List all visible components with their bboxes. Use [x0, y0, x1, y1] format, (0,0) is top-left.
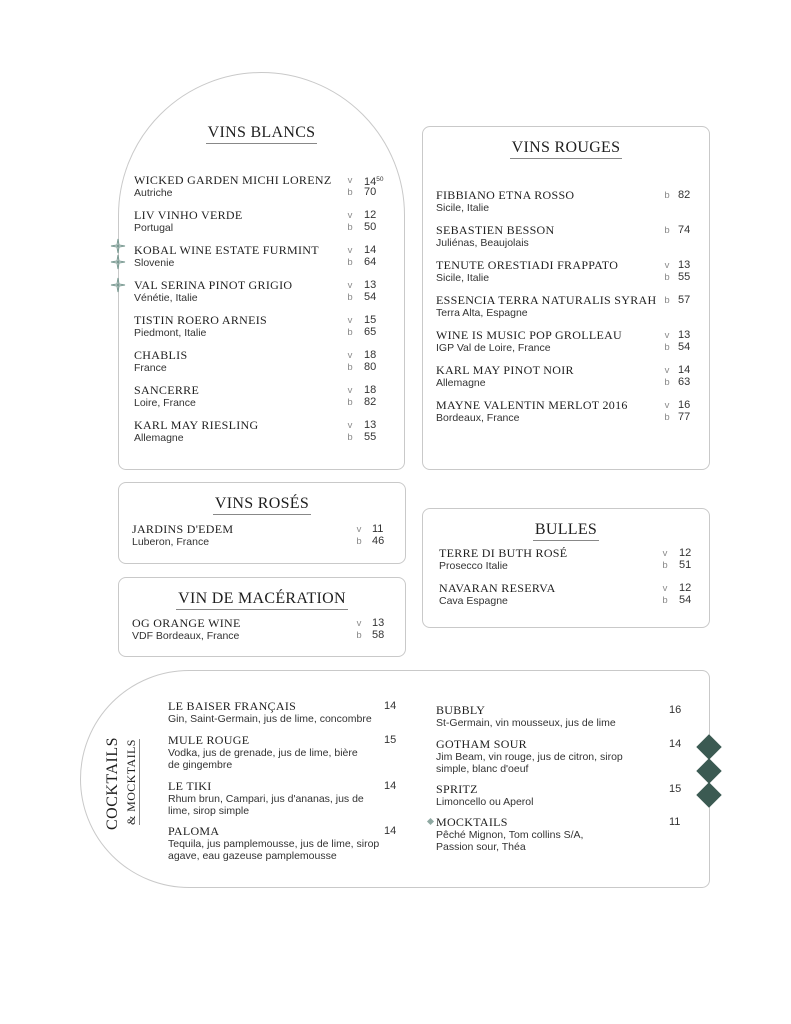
cocktail-desc: Tequila, jus pamplemousse, jus de lime, sirop agave, eau gazeuse pamplemousse — [168, 838, 380, 862]
cocktail-price: 15 — [669, 783, 682, 795]
wine-origin: Juliénas, Beaujolais — [436, 237, 529, 249]
wine-origin: Sicile, Italie — [436, 202, 490, 214]
wine-item — [134, 244, 394, 272]
bottle-price: 63 — [678, 376, 691, 388]
cocktail-name: BUBBLY — [436, 703, 486, 717]
bottle-label: b — [664, 295, 670, 306]
bottle-label: b — [347, 432, 353, 443]
cocktail-item — [168, 734, 400, 774]
cocktail-item — [436, 816, 686, 856]
wine-name: KARL MAY RIESLING — [134, 418, 259, 432]
wine-origin: Vénétie, Italie — [134, 292, 198, 304]
wine-item — [436, 224, 696, 252]
wine-origin: VDF Bordeaux, France — [132, 630, 240, 642]
vins-blancs-title: VINS BLANCS — [119, 124, 404, 144]
cocktail-item — [436, 783, 686, 811]
bottle-price: 54 — [679, 594, 692, 606]
wine-name: TERRE DI BUTH ROSÉ — [439, 546, 568, 560]
wine-item — [436, 399, 696, 427]
cocktails-title-main: COCKTAILS — [104, 737, 121, 830]
cocktail-name: MULE ROUGE — [168, 733, 250, 747]
bottle-label: b — [347, 397, 353, 408]
bottle-price: 58 — [372, 629, 385, 641]
glass-label: v — [347, 420, 353, 431]
wine-origin: Autriche — [134, 187, 173, 199]
bottle-label: b — [662, 560, 668, 571]
sparkle-icon — [110, 238, 126, 254]
wine-origin: Allemagne — [436, 377, 486, 389]
bottle-price: 50 — [364, 221, 377, 233]
wine-origin: Terra Alta, Espagne — [436, 307, 528, 319]
glass-price: 12 — [364, 209, 377, 221]
bottle-price: 46 — [372, 535, 385, 547]
cocktails-title — [100, 730, 140, 830]
bottle-price: 57 — [678, 294, 691, 306]
cocktail-item — [436, 738, 686, 778]
wine-item — [132, 523, 392, 551]
cocktail-price: 15 — [384, 734, 397, 746]
wine-name: OG ORANGE WINE — [132, 616, 241, 630]
cocktail-name: MOCKTAILS — [436, 815, 508, 829]
wine-item — [134, 349, 394, 377]
cocktail-price: 11 — [669, 816, 681, 828]
glass-price: 13 — [364, 279, 377, 291]
wine-origin: Loire, France — [134, 397, 196, 409]
glass-price: 14 — [364, 244, 377, 256]
glass-label: v — [347, 175, 353, 186]
wine-item — [439, 547, 699, 575]
cocktail-price: 16 — [669, 704, 682, 716]
bottle-label: b — [664, 412, 670, 423]
wine-item — [134, 314, 394, 342]
wine-name: MAYNE VALENTIN MERLOT 2016 — [436, 398, 628, 412]
wine-origin: IGP Val de Loire, France — [436, 342, 551, 354]
bottle-label: b — [664, 190, 670, 201]
wine-name: TENUTE ORESTIADI FRAPPATO — [436, 258, 619, 272]
wine-item — [134, 209, 394, 237]
cocktail-desc: Pêché Mignon, Tom collins S/A, Passion sour, Théa — [436, 829, 584, 853]
cocktail-price: 14 — [384, 825, 397, 837]
bottle-label: b — [356, 536, 362, 547]
cocktail-item — [168, 825, 400, 865]
bottle-price: 70 — [364, 186, 377, 198]
cocktail-desc: Rhum brun, Campari, jus d'ananas, jus de lime, sirop simple — [168, 793, 364, 817]
bottle-label: b — [664, 377, 670, 388]
cocktail-desc: Vodka, jus de grenade, jus de lime, bière de gingembre — [168, 747, 358, 771]
bottle-price: 54 — [678, 341, 691, 353]
bottle-price: 51 — [679, 559, 692, 571]
wine-item — [436, 259, 696, 287]
cocktail-name: LE TIKI — [168, 779, 212, 793]
wine-origin: Luberon, France — [132, 536, 210, 548]
glass-label: v — [664, 400, 670, 411]
cocktail-price: 14 — [384, 780, 397, 792]
wine-name: JARDINS D'EDEM — [132, 522, 234, 536]
glass-label: v — [356, 618, 362, 629]
bottle-label: b — [664, 342, 670, 353]
wine-origin: Portugal — [134, 222, 174, 234]
wine-item — [134, 419, 394, 447]
glass-price: 11 — [372, 523, 384, 535]
wine-name: KOBAL WINE ESTATE FURMINT — [134, 243, 319, 257]
bottle-label: b — [347, 292, 353, 303]
wine-name: SEBASTIEN BESSON — [436, 223, 555, 237]
glass-label: v — [347, 280, 353, 291]
glass-price: 15 — [364, 314, 377, 326]
wine-origin: Bordeaux, France — [436, 412, 520, 424]
glass-label: v — [664, 330, 670, 341]
wine-name: CHABLIS — [134, 348, 188, 362]
glass-label: v — [664, 260, 670, 271]
cocktail-desc: Jim Beam, vin rouge, jus de citron, sirop simple, blanc d'oeuf — [436, 751, 623, 775]
bottle-price: 65 — [364, 326, 377, 338]
bottle-label: b — [664, 225, 670, 236]
glass-price: 12 — [679, 582, 692, 594]
bottle-price: 64 — [364, 256, 377, 268]
bottle-price: 80 — [364, 361, 377, 373]
glass-price: 13 — [372, 617, 385, 629]
bulles-title: BULLES — [423, 521, 709, 541]
bottle-price: 74 — [678, 224, 691, 236]
glass-price: 18 — [364, 349, 377, 361]
bottle-price: 82 — [364, 396, 377, 408]
wine-item — [134, 384, 394, 412]
wine-name: SANCERRE — [134, 383, 200, 397]
cocktail-price: 14 — [669, 738, 682, 750]
bottle-price: 82 — [678, 189, 691, 201]
glass-price: 16 — [678, 399, 691, 411]
wine-item — [132, 617, 392, 645]
glass-label: v — [662, 583, 668, 594]
cocktail-desc: St-Germain, vin mousseux, jus de lime — [436, 717, 616, 729]
glass-label: v — [347, 350, 353, 361]
wine-name: TISTIN ROERO ARNEIS — [134, 313, 268, 327]
wine-name: KARL MAY PINOT NOIR — [436, 363, 574, 377]
glass-price: 18 — [364, 384, 377, 396]
wine-name: WICKED GARDEN MICHI LORENZ — [134, 173, 332, 187]
wine-origin: Allemagne — [134, 432, 184, 444]
glass-price-cents: 50 — [376, 176, 384, 183]
glass-label: v — [347, 385, 353, 396]
wine-origin: Piedmont, Italie — [134, 327, 207, 339]
bottle-label: b — [662, 595, 668, 606]
cocktails-title-sub: & MOCKTAILS — [124, 739, 138, 825]
bottle-price: 55 — [364, 431, 377, 443]
bottle-label: b — [347, 187, 353, 198]
cocktail-name: SPRITZ — [436, 782, 478, 796]
glass-price: 13 — [678, 259, 691, 271]
bottle-label: b — [347, 257, 353, 268]
wine-name: ESSENCIA TERRA NATURALIS SYRAH — [436, 293, 657, 307]
bottle-price: 77 — [678, 411, 691, 423]
sparkle-icon — [110, 254, 126, 270]
glass-price: 14 — [678, 364, 691, 376]
cocktail-name: PALOMA — [168, 824, 220, 838]
glass-price: $14^{50}$ — [364, 176, 384, 188]
wine-item — [134, 174, 394, 202]
cocktail-item — [168, 780, 400, 820]
cocktail-item — [436, 704, 686, 732]
wine-item — [436, 364, 696, 392]
wine-origin: Prosecco Italie — [439, 560, 508, 572]
glass-label: v — [347, 210, 353, 221]
bottle-label: b — [347, 222, 353, 233]
bottle-label: b — [356, 630, 362, 641]
cocktail-name: LE BAISER FRANÇAIS — [168, 699, 297, 713]
wine-origin: Cava Espagne — [439, 595, 508, 607]
cocktail-name: GOTHAM SOUR — [436, 737, 527, 751]
wine-item — [134, 279, 394, 307]
cocktail-item — [168, 700, 400, 728]
cocktail-desc: Gin, Saint-Germain, jus de lime, concombre — [168, 713, 372, 725]
vins-rouges-title: VINS ROUGES — [423, 139, 709, 159]
bottle-price: 55 — [678, 271, 691, 283]
wine-name: WINE IS MUSIC POP GROLLEAU — [436, 328, 623, 342]
glass-price: 12 — [679, 547, 692, 559]
wine-name: VAL SERINA PINOT GRIGIO — [134, 278, 293, 292]
vin-maceration-title: VIN DE MACÉRATION — [119, 590, 405, 610]
glass-price: 13 — [678, 329, 691, 341]
cocktail-desc: Limoncello ou Aperol — [436, 796, 534, 808]
sparkle-icon — [110, 277, 126, 293]
bottle-label: b — [347, 327, 353, 338]
glass-label: v — [347, 315, 353, 326]
vins-roses-title: VINS ROSÉS — [119, 495, 405, 515]
bottle-label: b — [664, 272, 670, 283]
bottle-label: b — [347, 362, 353, 373]
wine-item — [436, 189, 696, 217]
glass-price: 13 — [364, 419, 377, 431]
wine-origin: France — [134, 362, 167, 374]
wine-item — [439, 582, 699, 610]
wine-name: LIV VINHO VERDE — [134, 208, 243, 222]
wine-origin: Slovenie — [134, 257, 175, 269]
glass-label: v — [347, 245, 353, 256]
cocktail-price: 14 — [384, 700, 397, 712]
wine-item — [436, 329, 696, 357]
glass-label: v — [662, 548, 668, 559]
bottle-price: 54 — [364, 291, 377, 303]
glass-label: v — [356, 524, 362, 535]
wine-origin: Sicile, Italie — [436, 272, 490, 284]
wine-item — [436, 294, 696, 322]
wine-name: NAVARAN RESERVA — [439, 581, 556, 595]
glass-label: v — [664, 365, 670, 376]
wine-name: FIBBIANO ETNA ROSSO — [436, 188, 575, 202]
